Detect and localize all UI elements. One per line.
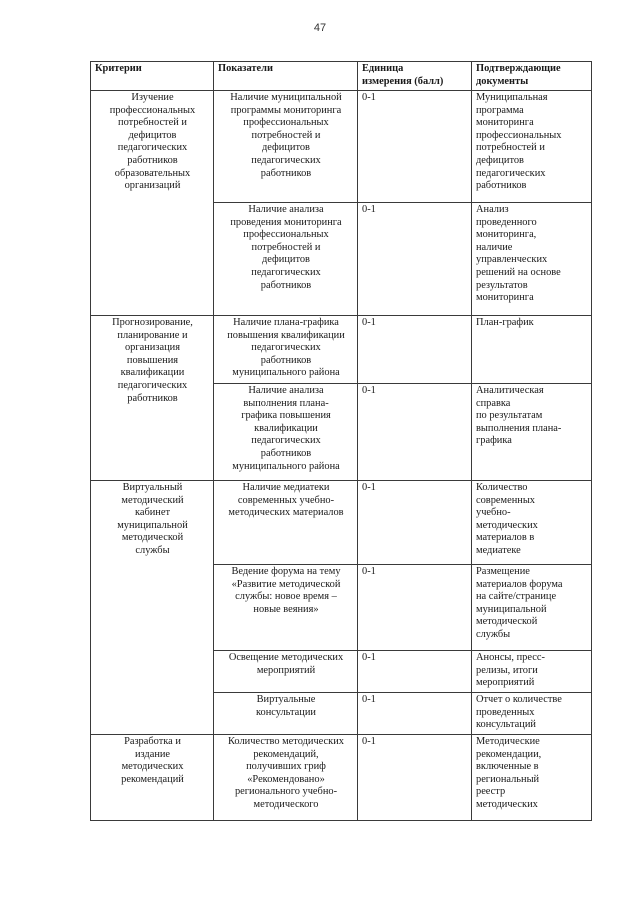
table-row [91,481,592,565]
criteria-table [90,61,592,821]
table-row [91,735,592,821]
indicator-cell: Наличие медиатеки современных учебно- методических материалов [214,481,358,565]
table-row [91,91,592,203]
criterion-cell: Прогнозирование, планирование и организация повышения квалификации педагогических работников [91,316,214,481]
criterion-cell: Виртуальный методический кабинет муниципальной методической службы [91,481,214,735]
criterion-cell: Разработка и издание методических рекомендаций [91,735,214,821]
table-row [91,316,592,384]
indicator-cell: Наличие муниципальной программы мониторинга профессиональных потребностей и дефицитов педагогических работников [214,91,358,203]
criterion-cell: Изучение профессиональных потребностей и дефицитов педагогических работников образовательных организаций [91,91,214,316]
document-cell: Муниципальная программа мониторинга профессиональных потребностей и дефицитов педагогических работников [472,91,592,203]
unit-cell: 0-1 [358,316,472,384]
document-cell: Количество современных учебно- методических материалов в медиатеке [472,481,592,565]
document-cell: План-график [472,316,592,384]
indicator-cell: Наличие плана-графика повышения квалификации педагогических работников муниципального района [214,316,358,384]
unit-cell: 0-1 [358,91,472,203]
indicator-cell: Освещение методических мероприятий [214,651,358,693]
document-cell: Методические рекомендации, включенные в региональный реестр методических [472,735,592,821]
table-header-row [91,62,592,91]
document-cell: Анализ проведенного мониторинга, наличие управленческих решений на основе результатов мониторинга [472,203,592,316]
document-cell: Отчет о количестве проведенных консультаций [472,693,592,735]
unit-cell: 0-1 [358,735,472,821]
indicator-cell: Наличие анализа выполнения плана- графика повышения квалификации педагогических работников муниципального района [214,384,358,481]
unit-cell: 0-1 [358,651,472,693]
document-cell: Аналитическая справка по результатам выполнения плана- графика [472,384,592,481]
unit-cell: 0-1 [358,693,472,735]
header-indicators: Показатели [214,62,358,91]
unit-cell: 0-1 [358,481,472,565]
indicator-cell: Виртуальные консультации [214,693,358,735]
page-number: 47 [313,22,327,34]
header-unit: Единица измерения (балл) [358,62,472,91]
document-cell: Анонсы, пресс- релизы, итоги мероприятий [472,651,592,693]
document-cell: Размещение материалов форума на сайте/странице муниципальной методической службы [472,565,592,651]
indicator-cell: Ведение форума на тему «Развитие методической службы: новое время – новые веяния» [214,565,358,651]
indicator-cell: Наличие анализа проведения мониторинга профессиональных потребностей и дефицитов педагогических работников [214,203,358,316]
unit-cell: 0-1 [358,384,472,481]
header-criteria: Критерии [91,62,214,91]
unit-cell: 0-1 [358,203,472,316]
indicator-cell: Количество методических рекомендаций, получивших гриф «Рекомендовано» регионального учебно- методического [214,735,358,821]
header-documents: Подтверждающие документы [472,62,592,91]
unit-cell: 0-1 [358,565,472,651]
